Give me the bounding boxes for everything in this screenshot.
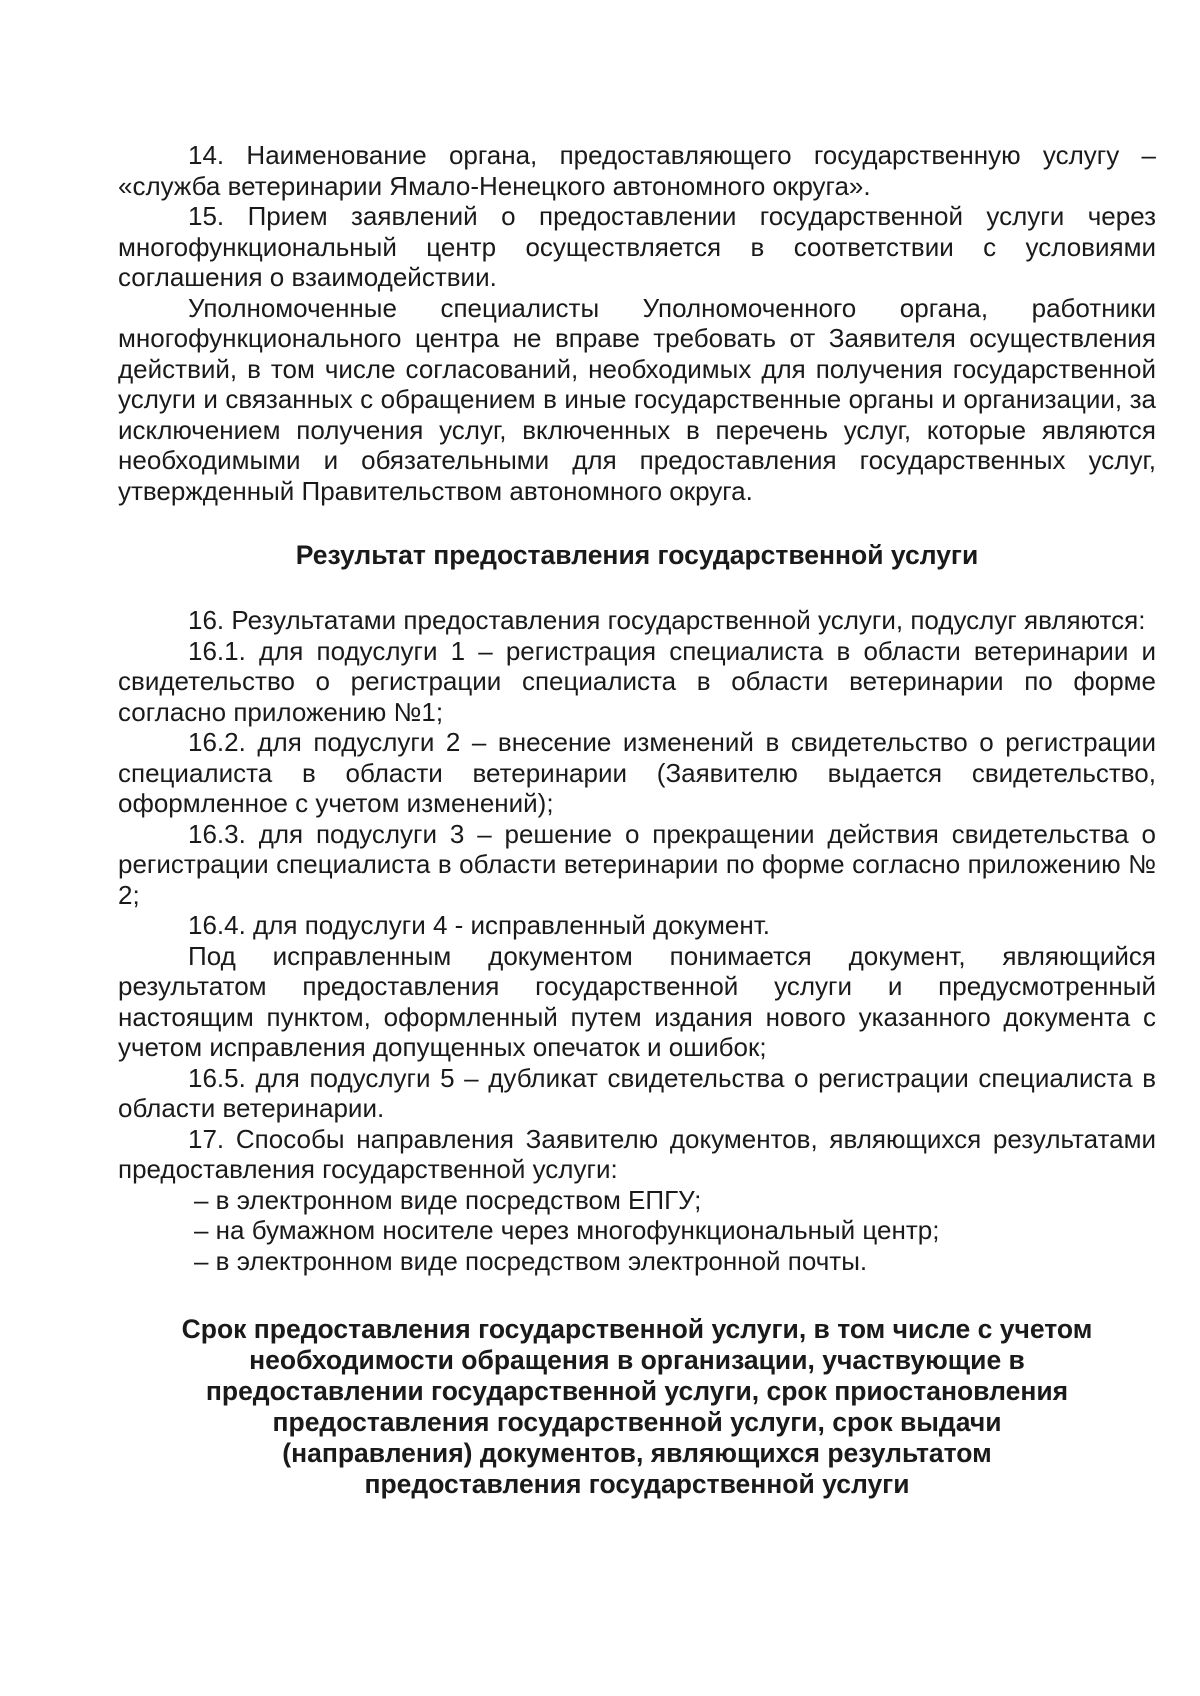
section-heading-result: Результат предоставления государственной услуги — [295, 540, 979, 570]
document-page — [118, 140, 1156, 1500]
paragraph-corrected-document: Под исправленным документом понимается документ, являющийся результатом предоставления государственной услуги и предусмотренный настоящим пунктом, оформленный путем издания нового указанного документа с учетом исправления допущенных опечаток и ошибок; — [118, 940, 1156, 1062]
paragraph-16-5: 16.5. для подуслуги 5 – дубликат свидетельства о регистрации специалиста в области ветеринарии. — [118, 1062, 1156, 1123]
paragraph-16-1: 16.1. для подуслуги 1 – регистрация специалиста в области ветеринарии и свидетельство о регистрации специалиста в области ветеринарии по форме согласно приложению №1; — [118, 635, 1156, 727]
paragraph-16: 16. Результатами предоставления государственной услуги, подуслуг являются: — [188, 605, 1146, 635]
paragraph-16-2: 16.2. для подуслуги 2 – внесение изменений в свидетельство о регистрации специалиста в области ветеринарии (Заявителю выдается свидетельство, оформленное с учетом изменений); — [118, 727, 1156, 818]
paragraph-16-4: 16.4. для подуслуги 4 - исправленный документ. — [188, 910, 770, 940]
list-item-paper-mfc: – на бумажном носителе через многофункциональный центр; — [194, 1215, 940, 1245]
paragraph-15: 15. Прием заявлений о предоставлении государственной услуги через многофункциональный центр осуществляется в соответствии с условиями соглашения о взаимодействии. — [118, 201, 1156, 292]
paragraph-17: 17. Способы направления Заявителю документов, являющихся результатами предоставления государственной услуги: — [118, 1123, 1156, 1184]
section-heading-term: Срок предоставления государственной услуги, в том числе с учетом необходимости обращения в организации, участвующие в предоставлении государственной услуги, срок приостановления предоставления государственной услуги, срок выдачи (направления) документов, являющихся результатом предоставления государственной услуги — [181, 1314, 1093, 1499]
list-item-epgu: – в электронном виде посредством ЕПГУ; — [194, 1184, 702, 1215]
paragraph-14: 14. Наименование органа, предоставляющего государственную услугу – «служба ветеринарии Ямало-Ненецкого автономного округа». — [118, 140, 1156, 201]
list-item-email: – в электронном виде посредством электронной почты. — [194, 1245, 868, 1276]
paragraph-authorized-specialists: Уполномоченные специалисты Уполномоченного органа, работники многофункционального центра не вправе требовать от Заявителя осуществления действий, в том числе согласований, необходимых для получения государственной услуги и связанных с обращением в иные государственные органы и организации, за исключением получения услуг, включенных в перечень услуг, которые являются необходимыми и обязательными для предоставления государственных услуг, утвержденный Правительством автономного округа. — [118, 292, 1156, 506]
paragraph-16-3: 16.3. для подуслуги 3 – решение о прекращении действия свидетельства о регистрации специалиста в области ветеринарии по форме согласно приложению № 2; — [118, 818, 1156, 910]
